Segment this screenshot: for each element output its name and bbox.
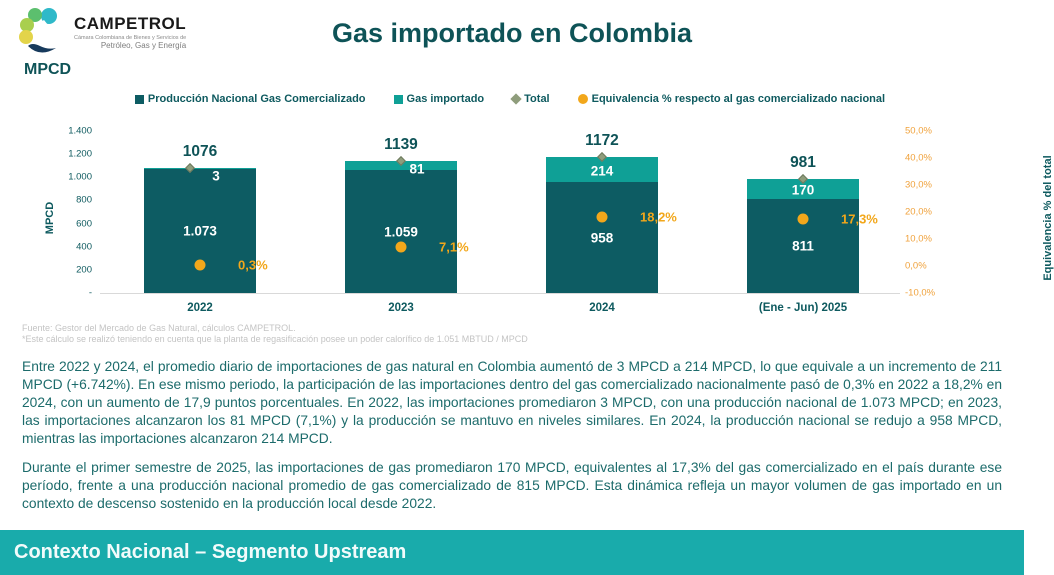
logo-tagline-1: Cámara Colombiana de Bienes y Servicios de: [74, 35, 187, 41]
national-value-label: 811: [792, 238, 814, 254]
logo-tagline-2: Petróleo, Gas y Energía: [100, 41, 187, 50]
percent-point: [798, 214, 809, 225]
x-axis-category-label: (Ene - Jun) 2025: [758, 302, 848, 314]
y-axis-right-tick: 10,0%: [905, 233, 932, 245]
percent-value-label: 17,3%: [841, 211, 878, 227]
imported-value-label: 214: [590, 163, 614, 179]
y-axis-right-tick: 20,0%: [905, 206, 932, 218]
analysis-paragraph-2: Durante el primer semestre de 2025, las importaciones de gas promediaron 170 MPCD, equivalentes al 17,3% del gas comercializado en el país durante ese período, frente a una producción nacional promedio de gas comercializado de 815 MPCD. Esta dinámica refleja un mayor volumen de gas importado en un contexto de descenso sostenido en la producción local desde 2022.: [22, 460, 1002, 511]
percent-value-label: 7,1%: [439, 239, 469, 255]
footer-title: Contexto Nacional – Segmento Upstream: [14, 541, 407, 563]
y-axis-right-tick: 50,0%: [905, 125, 932, 137]
national-value-label: 958: [590, 230, 614, 246]
footer-bar: [0, 530, 1024, 575]
x-axis-category-label: 2022: [187, 302, 213, 314]
y-axis-left-tick: -: [88, 287, 92, 299]
analysis-paragraph-1: Entre 2022 y 2024, el promedio diario de importaciones de gas natural en Colombia aumentó de 3 MPCD a 214 MPCD, lo que equivale a un incremento de 211 MPCD (+6.742%). En ese mismo periodo, la participación de las importaciones dentro del gas comercializado nacionalmente pasó de 0,3% en 2022 a 18,2% en 2024, con un aumento de 17,9 puntos porcentuales. En 2022, las importaciones promediaron 3 MPCD, con una producción nacional de 1.073 MPCD; en 2023, las importaciones alcanzaron los 81 MPCD (7,1%) y la producción se mantuvo en niveles similares. En 2024, la producción nacional se redujo a 958 MPCD, mientras las importaciones alcanzaron 214 MPCD.: [22, 359, 1002, 446]
y-axis-left-tick: 1.400: [68, 125, 92, 137]
source-note: [22, 323, 528, 345]
x-axis-category-label: 2024: [589, 302, 615, 314]
percent-point: [396, 241, 407, 252]
legend-label-percent: Equivalencia % respecto al gas comercializado nacional: [591, 93, 886, 105]
y-axis-left-tick: 400: [76, 241, 92, 253]
legend-label-national: Producción Nacional Gas Comercializado: [147, 93, 366, 105]
y-axis-left-tick: 1.000: [68, 171, 92, 183]
total-value-label: 981: [790, 154, 816, 172]
y-axis-left-title: MPCD: [44, 201, 57, 235]
y-axis-right-tick: 30,0%: [905, 179, 932, 191]
percent-value-label: 18,2%: [640, 209, 677, 225]
total-value-label: 1139: [384, 136, 418, 154]
y-axis-left-tick: 600: [76, 218, 92, 230]
y-axis-right-tick: 40,0%: [905, 152, 932, 164]
y-axis-left-tick: 1.200: [68, 148, 92, 160]
source-note-line1: Fuente: Gestor del Mercado de Gas Natural, cálculos CAMPETROL.: [22, 323, 296, 333]
y-axis-right-tick: -10,0%: [905, 287, 936, 299]
chart-unit-label: MPCD: [24, 61, 72, 78]
page-title: Gas importado en Colombia: [331, 18, 693, 48]
national-value-label: 1.073: [183, 223, 217, 239]
source-note-line2: *Este cálculo se realizó teniendo en cuenta que la planta de regasificación posee un poder calorífico de 1.051 MBTUD / MPCD: [22, 334, 528, 344]
national-value-label: 1.059: [384, 224, 418, 240]
percent-point: [195, 260, 206, 271]
y-axis-left-tick: 800: [76, 194, 92, 206]
imported-value-label: 3: [212, 168, 220, 184]
percent-point: [597, 211, 608, 222]
imported-value-label: 170: [791, 182, 815, 198]
total-value-label: 1076: [182, 143, 218, 161]
y-axis-right-title: Equivalencia % del total: [1042, 155, 1054, 281]
legend-label-imported: Gas importado: [406, 93, 485, 105]
x-axis-line: [100, 293, 900, 294]
total-value-label: 1172: [585, 132, 619, 150]
imported-value-label: 81: [409, 161, 425, 177]
y-axis-left-tick: 200: [76, 264, 92, 276]
percent-value-label: 0,3%: [238, 257, 268, 273]
x-axis-category-label: 2023: [388, 302, 414, 314]
logo-name: CAMPETROL: [74, 14, 187, 33]
y-axis-right-tick: 0,0%: [905, 260, 927, 272]
legend-label-total: Total: [524, 93, 550, 105]
